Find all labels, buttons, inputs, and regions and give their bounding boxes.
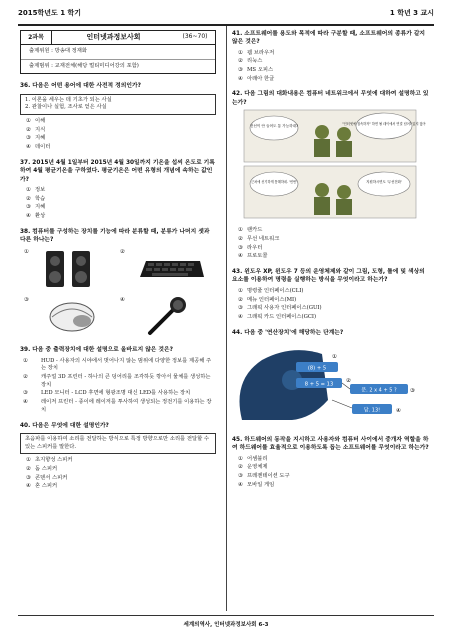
speech-bubble-3: 근처에 신기하게 통해하네. '빈번' (251, 180, 297, 185)
marker-2: ② (346, 377, 351, 384)
option-number: ① (24, 249, 29, 256)
option[interactable] (238, 456, 432, 464)
header-left: 2015학년도 1 학기 (18, 9, 82, 17)
option-text: 리눅스 (247, 58, 263, 65)
option[interactable] (26, 457, 216, 465)
subject-range: (36~70) (182, 33, 208, 41)
option-text: 돔 스피커 (35, 465, 58, 472)
column-divider (226, 26, 227, 611)
option[interactable] (238, 58, 432, 66)
option-text: 그래픽 카드 인터페이스(GCI) (247, 313, 317, 320)
option[interactable] (238, 297, 432, 305)
option-text: 지식 (35, 126, 46, 133)
mouse-icon (42, 295, 102, 337)
option[interactable] (26, 144, 216, 152)
option-text: 명령줄 인터페이스(CLI) (247, 287, 304, 294)
option-number: ② (238, 296, 243, 303)
definition-box (20, 94, 216, 115)
box-line: 2. 관찰이나 실험, 조사로 얻은 사실 (25, 104, 107, 111)
option[interactable] (26, 187, 216, 195)
option-text: 초지향성 스피커 (35, 457, 73, 464)
option[interactable] (26, 466, 216, 474)
left-column (20, 30, 216, 498)
option-text: 환상 (35, 212, 46, 219)
question-stem: 44. 다음 중 '연산장치'에 해당하는 단계는? (232, 329, 344, 336)
option-number: ① (26, 118, 31, 125)
option-text: LED 모니터 - LCD 후면에 형광조명 대신 LED를 사용하는 장치 (41, 390, 191, 397)
option-number: ② (238, 236, 243, 243)
option[interactable] (26, 213, 216, 221)
option[interactable] (238, 314, 432, 322)
box-line: 1. 이론을 세우는 데 기초가 되는 사실 (25, 96, 112, 103)
option[interactable] (238, 482, 432, 490)
option-number: ④ (238, 481, 243, 488)
option-text: 학습 (35, 195, 46, 202)
question-stem: 36. 다음은 어떤 용어에 대한 사전적 정의인가? (20, 83, 141, 90)
option[interactable] (26, 475, 216, 483)
option[interactable] (238, 67, 432, 75)
step-a-label: (8) + 5 (307, 365, 327, 372)
option-text: 운영체제 (247, 464, 268, 471)
option[interactable] (24, 247, 120, 291)
option[interactable] (26, 127, 216, 135)
option-text: 그래픽 사용자 인터페이스(GUI) (247, 305, 322, 312)
question-stem: 42. 다음 그림의 대화내용은 컴퓨터 네트워크에서 무엇에 대하여 설명하고 있는가? (232, 91, 429, 106)
option-text: 프레젠테이션 도구 (247, 473, 290, 480)
microphone-icon (138, 295, 198, 337)
option-number: ② (120, 249, 125, 256)
option-number: ③ (26, 474, 31, 481)
option-number: ④ (26, 144, 31, 151)
step-c-label: 문. 2 x 4 + 5 ? (361, 387, 397, 394)
option-text: 웹 브라우저 (247, 49, 275, 56)
cpu-process-diagram (232, 340, 422, 426)
question-43 (232, 268, 432, 321)
option[interactable] (120, 295, 216, 339)
option-number: ② (26, 126, 31, 133)
option[interactable] (24, 295, 120, 339)
option-number: ① (26, 457, 31, 464)
speaker-icon (42, 247, 102, 289)
right-column (232, 30, 432, 496)
option-text: HUD - 사용자의 시야에서 벗어나지 않는 범위에 다양한 정보를 제공해 주는 장치 (41, 357, 212, 372)
option-number: ③ (24, 297, 29, 304)
option[interactable] (238, 236, 432, 244)
marker-3: ③ (410, 387, 415, 394)
option-number: ④ (238, 253, 243, 260)
speech-bubble-2: "인터넷에 접속하자" 하면 될 데이에서 연결 넘어? 있지 않아 (342, 122, 426, 127)
option[interactable] (238, 50, 432, 58)
option-text: 모바일 게임 (247, 481, 275, 488)
option[interactable] (120, 247, 216, 291)
marker-1: ① (332, 353, 337, 360)
question-37 (20, 159, 216, 221)
option-number: ③ (26, 135, 31, 142)
option[interactable] (26, 204, 216, 212)
option-number: ② (238, 58, 243, 65)
option[interactable] (26, 483, 216, 491)
speech-bubble-4: 지원하시면도 '무선전화' (366, 180, 402, 185)
subject-box (20, 30, 216, 74)
option-number: ① (26, 186, 31, 193)
option[interactable] (26, 118, 216, 126)
comic-illustration (244, 110, 432, 223)
option-number: ① (238, 455, 243, 462)
option-text: 프로토콜 (247, 253, 268, 260)
option-text: 아래아 한글 (247, 75, 275, 82)
option-number: ③ (238, 305, 243, 312)
option-text: 랜카드 (247, 227, 263, 234)
comic-svg (244, 110, 426, 220)
option-text: 데이터 (35, 144, 51, 151)
option-text: 지혜 (35, 135, 46, 142)
option-number: ③ (26, 204, 31, 211)
question-stem: 43. 윈도우 XP, 윈도우 7 등의 운영체제와 같이 그림, 도형, 틀에 및 색상의 요소를 이용하여 명령을 실행하는 방식을 무엇이라고 하는가? (232, 269, 425, 284)
option-number: ④ (238, 75, 243, 82)
option[interactable] (238, 464, 432, 472)
option-number: ③ (238, 244, 243, 251)
option-number: ② (23, 374, 28, 381)
option-number: ③ (238, 67, 243, 74)
option[interactable] (26, 196, 216, 204)
option-number: ① (23, 357, 28, 364)
subject-code: 2과목 (21, 31, 52, 44)
speech-bubble-1: 전선이 안 들어도 통 가능하대? (249, 124, 299, 129)
option[interactable] (26, 135, 216, 143)
question-stem: 39. 다음 중 출력장치에 대한 설명으로 올바르지 않은 것은? (20, 347, 173, 354)
question-44 (232, 329, 432, 430)
page-header (18, 8, 434, 20)
option[interactable] (23, 374, 216, 389)
option[interactable] (238, 288, 432, 296)
option-number: ① (238, 49, 243, 56)
option-text: 메뉴 인터페이스(MI) (247, 296, 297, 303)
page-footer: 세계의역사, 인터넷과정보사회 6-3 (183, 622, 269, 628)
option-number: ① (238, 227, 243, 234)
option-number: ④ (23, 399, 28, 406)
question-stem: 38. 컴퓨터를 구성하는 장치를 기능에 따라 분류할 때, 분류가 나머지 셋과 다른 하나는? (20, 228, 210, 244)
option[interactable] (238, 305, 432, 313)
option[interactable] (238, 473, 432, 481)
option-text: 어셈블리 (247, 455, 268, 462)
option[interactable] (238, 76, 432, 84)
option-text: 레이저 프린터 - 종이에 레이저를 투사하여 생성되는 정전기를 이용하는 장치 (41, 399, 212, 413)
option-number: ① (238, 287, 243, 294)
option-number: ④ (238, 313, 243, 320)
option[interactable] (238, 227, 432, 235)
option-number: ④ (26, 483, 31, 490)
option-number: ③ (23, 390, 28, 397)
question-stem: 45. 하드웨어의 동작을 지시하고 사용자와 컴퓨터 사이에서 중개자 역할을 하여 하드웨어를 효율적으로 이용하도록 돕는 소프트웨어를 무엇이라고 하는가? (232, 437, 429, 452)
option-text: 콘덴서 스피커 (35, 474, 68, 481)
description-box: 초음파를 이용하여 소리를 전달하는 방식으로 특정 방향으로만 소리를 전달할 수 있는 스피커를 말한다. (20, 433, 216, 454)
option-text: MS 오피스 (247, 67, 274, 74)
marker-4: ④ (396, 407, 401, 414)
subject-writer: 출제위원 : 방송대 정재화 (21, 45, 215, 60)
question-38 (20, 228, 216, 340)
step-b-label: 8 + 5 = 13 (304, 381, 334, 388)
header-right: 1 학년 3 교시 (389, 9, 434, 17)
option-text: 혼 스피커 (35, 483, 58, 490)
option-number: ② (26, 195, 31, 202)
option-text: 정보 (35, 186, 46, 193)
question-42 (232, 90, 432, 261)
option-number: ② (238, 464, 243, 471)
question-40 (20, 422, 216, 491)
option[interactable] (23, 399, 216, 414)
question-stem: 41. 소프트웨어를 용도와 목적에 따라 구분할 때, 소프트웨어의 종류가 같지 않은 것은? (232, 31, 426, 46)
keyboard-icon (138, 247, 208, 289)
question-stem: 37. 2015년 4월 1일부터 2015년 4월 30일까지 기온을 섭씨 온도로 기록하여 4월 평균기온을 구하였다. 평균기온은 어떤 유형의 개념에 속하는 값인가? (20, 159, 215, 183)
option[interactable] (238, 253, 432, 261)
option-number: ④ (26, 212, 31, 219)
option[interactable] (238, 245, 432, 253)
option-number: ④ (120, 297, 125, 304)
step-d-label: 답. 13! (363, 407, 381, 414)
question-stem: 40. 다음은 무엇에 대한 설명인가? (20, 422, 109, 429)
option[interactable] (23, 390, 216, 398)
footer-rule (18, 615, 434, 616)
question-36 (20, 82, 216, 151)
option-number: ③ (238, 473, 243, 480)
question-45 (232, 436, 432, 489)
option-text: 지혜 (35, 204, 46, 211)
option-text: 캐주얼 3D 프린터 - 하나의 큰 덩어리를 조각하듯 깎아서 물체를 생성하는 장치 (41, 374, 211, 388)
subject-scope: 출제범위 : 교재전체(해당 멀티미디어강의 포함) (29, 62, 139, 69)
option-text: 무선 네트워크 (247, 236, 280, 243)
option-number: ② (26, 465, 31, 472)
option[interactable] (23, 357, 216, 373)
option-text: 이해 (35, 118, 46, 125)
question-41 (232, 30, 432, 83)
subject-name: 인터넷과정보사회 (86, 33, 141, 42)
question-39 (20, 346, 216, 414)
option-text: 라우터 (247, 244, 263, 251)
